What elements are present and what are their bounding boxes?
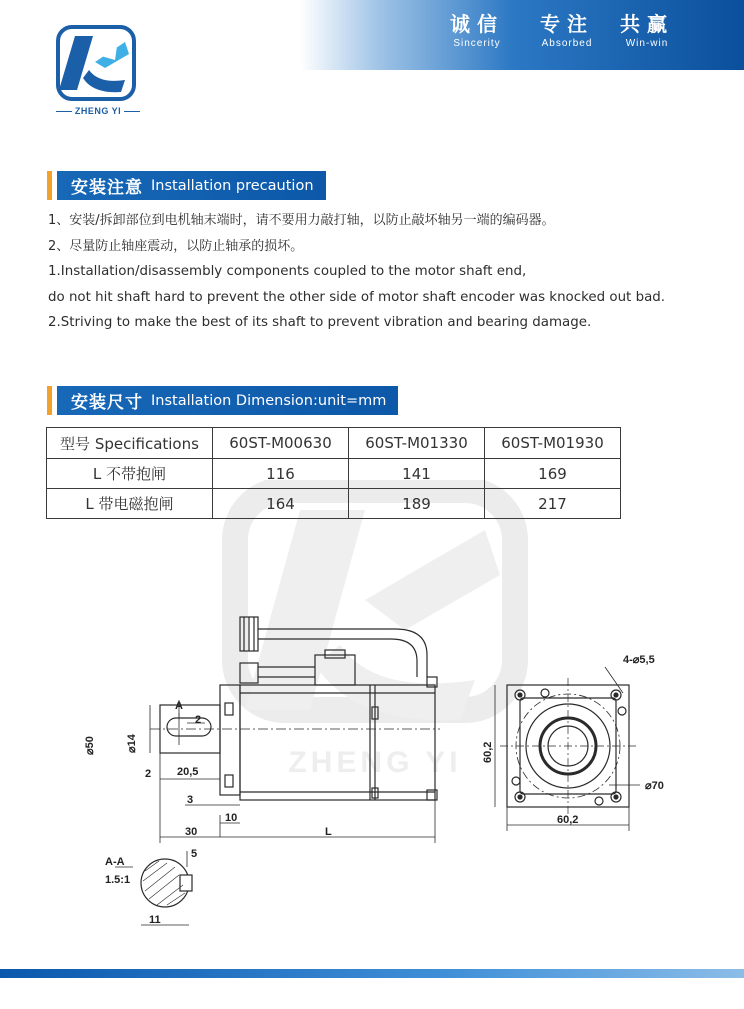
shaft-key	[167, 718, 211, 736]
table-header-cell: 60ST-M01330	[349, 428, 485, 459]
slogan-sincerity: 诚信 Sincerity	[450, 12, 504, 49]
table-cell: L 带电磁抱闸	[47, 489, 213, 519]
note-line-cn-2: 2、尽量防止轴座震动，以防止轴承的损坏。	[48, 238, 304, 254]
slogan-absorbed: 专注 Absorbed	[540, 12, 594, 49]
accent-bar	[47, 386, 52, 415]
footer-bar	[0, 969, 744, 978]
dim-label: ⌀14	[126, 734, 138, 753]
slogan-banner	[300, 0, 744, 70]
slogan-win-win: 共赢 Win-win	[620, 12, 674, 49]
note-line-en-3: 2.Striving to make the best of its shaft to prevent vibration and bearing damage.	[48, 315, 592, 330]
installation-dimension-drawing	[75, 605, 675, 945]
note-line-en-2: do not hit shaft hard to prevent the other side of motor shaft encoder was knocked out bad.	[48, 289, 666, 305]
dim-label: 5	[191, 848, 198, 860]
dim-label: 4-⌀5,5	[623, 654, 655, 666]
table-cell: 189	[349, 489, 485, 519]
table-cell: L 不带抱闸	[47, 459, 213, 489]
note-line-en-1: 1.Installation/disassembly components coupled to the motor shaft end,	[48, 264, 527, 279]
company-logo-icon	[55, 24, 137, 102]
logo-caption: ZHENG YI	[50, 106, 146, 116]
note-line-cn-1: 1、安装/拆卸部位到电机轴末端时，请不要用力敲打轴，以防止敲坏轴另一端的编码器。	[48, 213, 555, 228]
dim-label: 2	[195, 714, 202, 726]
watermark-text: ZHENG YI	[288, 746, 462, 779]
motor-flange	[220, 685, 240, 795]
table-cell: 141	[349, 459, 485, 489]
dim-label: ⌀70	[645, 780, 664, 792]
table-cell: 116	[213, 459, 349, 489]
table-header-cell: 60ST-M00630	[213, 428, 349, 459]
section-label: A-A	[105, 856, 125, 868]
section-marker-a: A	[175, 700, 183, 712]
motor-body	[240, 685, 435, 800]
accent-bar	[47, 171, 52, 200]
section-title-precaution	[47, 171, 326, 200]
dim-label: 60,2	[557, 814, 579, 826]
section-title-body: 安装注意 Installation precaution	[57, 171, 326, 200]
dim-label: 30	[185, 826, 198, 838]
dim-label: 10	[225, 812, 238, 824]
dim-label: L	[325, 826, 332, 838]
dim-label: 60,2	[482, 741, 494, 763]
table-cell: 217	[485, 489, 621, 519]
dim-label: 20,5	[177, 766, 199, 778]
page-header	[0, 0, 744, 150]
dimension-table	[46, 427, 621, 519]
dim-label: 2	[145, 768, 152, 780]
dim-label: ⌀50	[84, 736, 96, 755]
scale-label: 1.5:1	[105, 874, 131, 886]
section-title-body: 安装尺寸 Installation Dimension:unit=mm	[57, 386, 398, 415]
dim-label: 11	[149, 914, 161, 926]
section-title-dimension	[47, 386, 398, 415]
table-cell: 169	[485, 459, 621, 489]
table-header-cell: 60ST-M01930	[485, 428, 621, 459]
table-row	[47, 459, 621, 489]
table-row	[47, 489, 621, 519]
precaution-notes	[48, 208, 728, 336]
table-header-cell: 型号 Specifications	[47, 428, 213, 459]
power-connector	[240, 663, 258, 683]
table-cell: 164	[213, 489, 349, 519]
dim-label: 3	[187, 794, 194, 806]
table-header-row	[47, 428, 621, 459]
